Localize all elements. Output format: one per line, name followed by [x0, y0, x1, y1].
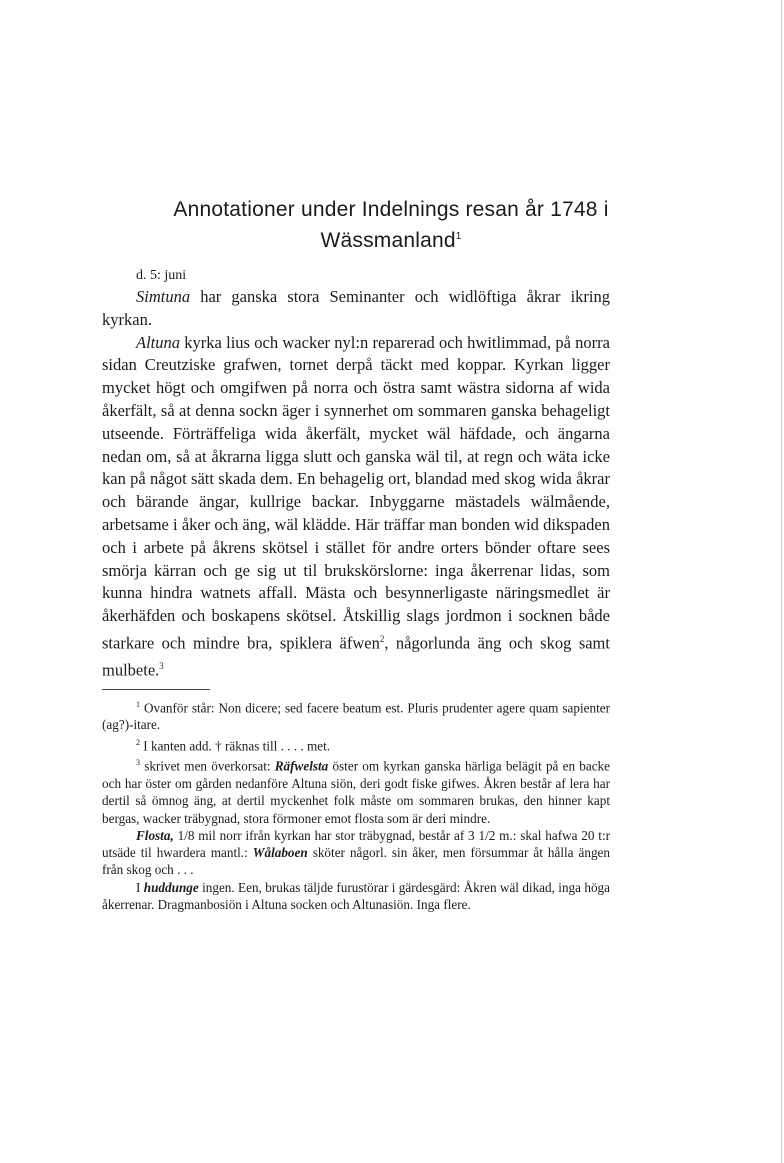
footnote-flosta: [102, 827, 610, 879]
title-line-1: Annotationer under Indelnings resan år 1748 i: [173, 198, 609, 221]
footnote-huddunge: [102, 879, 610, 914]
footnote-text: Ovanför står: Non dicere; sed facere beatum est. Pluris prudenter agere quam sapienter (ag?)-itare.: [102, 699, 610, 733]
paragraph-text-end: , någorlunda äng och skog samt mulbete.: [102, 633, 610, 680]
title-line-2: [100, 223, 682, 254]
title-line-2-text: Wässmanland: [320, 229, 456, 252]
footnote-divider: [102, 689, 210, 690]
footnote-ref-2: 2: [379, 633, 385, 644]
footnote-text-cont: öster om kyrkan ganska härliga belägit på en backe och har öster om gården nedanföre Altuna siön, deri godt fiske gifwes. Åkren består af lera har dertil så ömnog äng, at dertil myckenhet folk måste om sommaren brukas, den hinner kapt bergas, wacker träbygnad, stora förmoner emot flosta som är deri mindre.: [102, 758, 610, 826]
place-name: Flosta,: [136, 827, 174, 843]
footnote-lead: I: [136, 879, 144, 895]
place-name: Altuna: [136, 332, 180, 352]
entry-date: d. 5: juni: [136, 268, 187, 283]
footnote-number: 2: [136, 737, 140, 747]
fraction: 1/2: [478, 827, 496, 843]
footnote-text: mil norr ifrån kyrkan har stor träbygnad, består af 3: [194, 827, 479, 843]
place-name: huddunge: [143, 879, 199, 895]
footnote-number: 1: [136, 699, 140, 709]
fraction: 1/8: [177, 827, 195, 843]
footnote-text: ingen. Een, brukas täljde furustörar i gärdesgärd: Åkren wäl dikad, inga höga åkerrenar. Dragmanbosiön i Altuna socken och Altunasiön. Inga flere.: [102, 879, 610, 912]
main-text: [102, 266, 610, 913]
page-edge-line: [781, 0, 782, 1163]
footnote-text: I kanten add. † räknas till . . . . met.: [140, 737, 331, 753]
place-name: Räfwelsta: [274, 758, 329, 774]
footnote-3: [102, 754, 610, 827]
footnote-text-cont: m.: skal hafwa 20 t:r utsäde til hwardera mantl.:: [102, 827, 611, 861]
footnote-1: [102, 696, 610, 734]
title-footnote-ref: 1: [455, 231, 462, 242]
paragraph-text: har ganska stora Seminanter och widlöftiga åkrar ikring kyrkan.: [102, 287, 610, 329]
footnote-text-end: sköter någorl. sin åker, men försummar åt hålla ängen från skog och . . .: [102, 845, 611, 878]
footnote-number: 3: [136, 758, 140, 768]
paragraph-text: kyrka lius och wacker nyl:n reparerad och hwitlimmad, på norra sidan Creutziske grafwen, tornet derpå täckt med koppar. Kyrkan ligger mycket högt och omgifwen på norra och östra samt wästra sidorna af wida åkerfält, så at denna sockn äger i synnerhet om sommaren ganska behageligt utseende. Förträffeliga wida åkerfält, mycket wäl häfdade, och ängarna nedan om, så at åkrarna ligga slutt och ganska wäl til, at regn och wäta icke kan på något sätt skada dem. En behagelig ort, blandad med skog wida åkrar och bärande ängar, kullrige backar. Inbyggarne mästadels wälmående, arbetsame i åker och äng, wäl klädde. Här träffar man bonden wid dikspaden och i arbete på åkrens skötsel i stället för andre orters bönder oftare sees smörja kärran och ge sig ut til brukskörslorne: inga åkerrenar lidas, som kunna hindra watnets affall. Mästa och besynnerligaste näringsmedlet är åkerhäfden och boskapens skötsel. Åtskillig slags jordmon i socknen både starkare och mindre bra, spiklera äfwen: [102, 332, 610, 653]
page-title: [100, 196, 682, 254]
footnote-2: [102, 734, 610, 755]
footnote-ref-3: 3: [159, 661, 164, 672]
footnote-text: skrivet men överkorsat:: [140, 758, 275, 774]
paragraph-simtuna: [102, 286, 610, 332]
place-name: Simtuna: [136, 287, 191, 306]
paragraph-altuna: [102, 332, 610, 683]
place-name: Wålaboen: [252, 845, 308, 861]
